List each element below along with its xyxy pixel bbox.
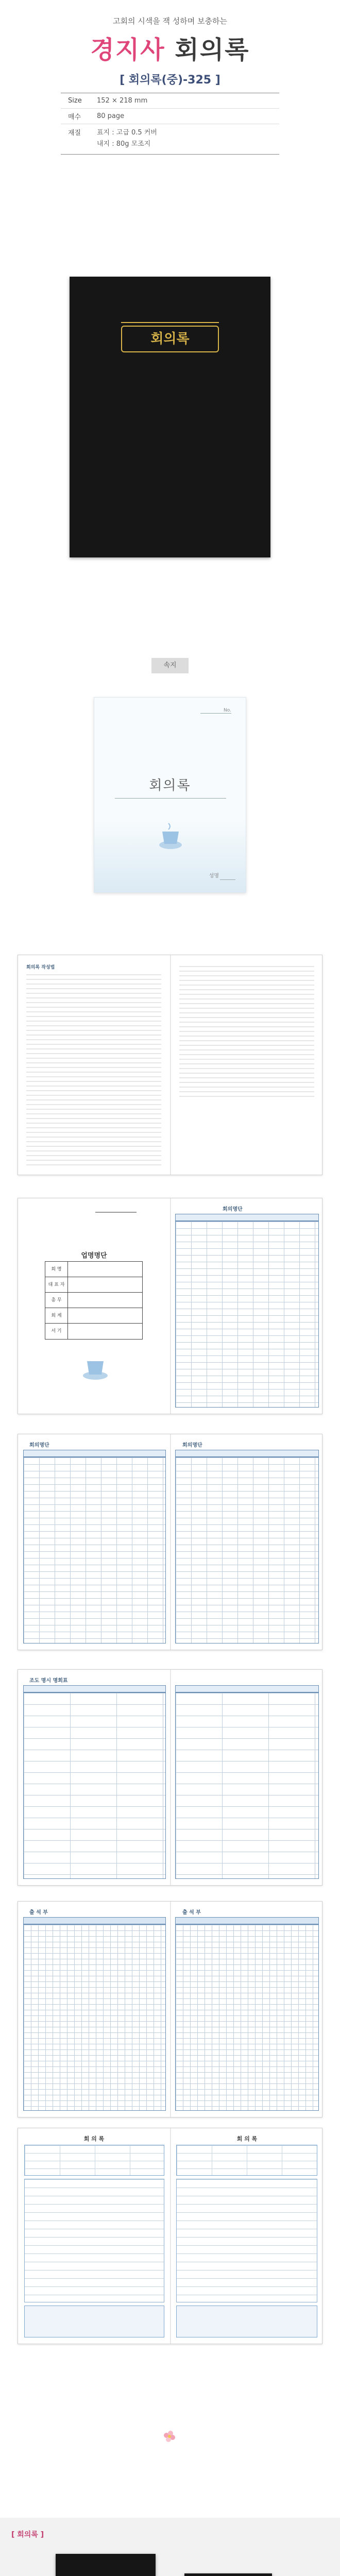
- book-info-row: [45, 1308, 142, 1324]
- right-page: [171, 1198, 323, 1414]
- related-title: [ 회의록 ]: [11, 2531, 44, 2539]
- left-page: [18, 1670, 170, 1885]
- spec-row: [61, 93, 279, 109]
- spread-attendance: [18, 1901, 322, 2117]
- grid-header: [175, 1685, 319, 1692]
- book-info-row: [45, 1293, 142, 1308]
- product-thumb[interactable]: [56, 2554, 156, 2576]
- attendance-title: 출 석 부: [29, 1910, 48, 1916]
- roster-grid: [23, 1457, 166, 1643]
- inner-page-badge: 속지: [151, 658, 189, 673]
- spec-table: [61, 93, 279, 155]
- minutes-title: 회 의 록: [236, 2136, 258, 2142]
- left-page: [18, 1434, 170, 1650]
- spec-value-line: 표지 : 고급 0.5 커버: [97, 129, 157, 137]
- grid-header: [23, 1685, 166, 1692]
- book-info-key: 회 명: [45, 1262, 68, 1277]
- page-title: [0, 30, 340, 65]
- book-info-row: [45, 1262, 142, 1277]
- roster-title: 회의명단: [223, 1207, 243, 1212]
- product-name: 회의록: [175, 36, 250, 64]
- minutes-lines: [176, 2179, 317, 2302]
- attendance-title: 출 석 부: [182, 1910, 201, 1916]
- spec-key: 재질: [68, 129, 81, 137]
- guide-title: 회의록 작성법: [26, 965, 55, 970]
- grid-header: [175, 1214, 319, 1221]
- book-info-key: 총 무: [45, 1293, 68, 1308]
- minutes-sign-box: [176, 2306, 317, 2337]
- cover-emblem: 회의록: [121, 326, 219, 352]
- book-info-key: 서 기: [45, 1324, 68, 1339]
- spec-row: [61, 124, 279, 154]
- left-page: [18, 955, 170, 1175]
- book-info-key: 대 표 자: [45, 1277, 68, 1292]
- grid-header: [23, 1917, 166, 1924]
- left-page: [18, 1198, 170, 1414]
- spec-value: [97, 127, 279, 150]
- spread-book-info: [18, 1198, 322, 1414]
- spread-roster: [18, 1434, 322, 1650]
- spec-value-line: 내지 : 80g 모조지: [97, 140, 151, 148]
- list-title: 조도 명시 명회표: [29, 1678, 68, 1684]
- list-grid: [175, 1692, 319, 1879]
- inner-cover-name: 성명: [209, 873, 219, 879]
- right-page: [171, 1902, 323, 2117]
- left-page: [18, 2128, 170, 2344]
- grid-header: [175, 1917, 319, 1924]
- spec-value: 152 × 218 mm: [97, 96, 148, 105]
- minutes-sign-box: [24, 2306, 164, 2337]
- list-grid: [23, 1692, 166, 1879]
- minutes-info-box: [176, 2145, 317, 2176]
- minutes-info-box: [24, 2145, 164, 2176]
- product-thumb[interactable]: [184, 2573, 272, 2576]
- grid-header: [175, 1450, 319, 1457]
- divider: [200, 713, 231, 714]
- spread-guide: [18, 955, 322, 1175]
- guide-text-block: [179, 963, 314, 1097]
- inner-cover-title: 회의록: [149, 778, 191, 793]
- roster-grid: [175, 1457, 319, 1643]
- minutes-lines: [24, 2179, 164, 2302]
- minutes-title: 회 의 록: [83, 2136, 105, 2142]
- tea-cup-icon: [80, 1353, 111, 1382]
- book-info-title: 업명명단: [81, 1252, 107, 1260]
- roster-grid: [175, 1221, 319, 1408]
- right-page: [171, 1670, 323, 1885]
- spread-minutes: [18, 2128, 322, 2344]
- spread-list: [18, 1669, 322, 1886]
- model-name: [ 회의록(중)-325 ]: [120, 74, 220, 87]
- spec-row: [61, 109, 279, 124]
- attendance-grid: [175, 1924, 319, 2111]
- right-page: [171, 1434, 323, 1650]
- grid-header: [23, 1450, 166, 1457]
- cover-emblem-line: [121, 322, 219, 323]
- divider: [115, 798, 226, 799]
- divider: [220, 879, 235, 880]
- inner-cover-image: [94, 697, 246, 893]
- book-info-table: [45, 1261, 143, 1340]
- book-info-row: [45, 1324, 142, 1339]
- right-page: [171, 2128, 323, 2344]
- name-line: [95, 1212, 137, 1213]
- right-page: [171, 955, 323, 1175]
- guide-text-block: [26, 972, 161, 1167]
- spec-key: 매수: [68, 113, 81, 121]
- inner-cover-number: No.: [224, 708, 231, 713]
- spec-value: 80 page: [97, 112, 125, 120]
- tagline: 고회의 시색을 잭 성하며 보충하는: [113, 16, 227, 26]
- cover-image: [70, 277, 270, 557]
- roster-title: 회의명단: [29, 1443, 49, 1448]
- brand-name: 경지사: [90, 36, 165, 64]
- flower-icon: [161, 2429, 179, 2445]
- tea-cup-icon: [156, 821, 185, 852]
- book-info-row: [45, 1277, 142, 1293]
- book-info-key: 회 계: [45, 1308, 68, 1323]
- related-products-section: [0, 2518, 340, 2576]
- attendance-grid: [23, 1924, 166, 2111]
- roster-title: 회의명단: [182, 1443, 202, 1448]
- spec-key: Size: [68, 97, 82, 105]
- left-page: [18, 1902, 170, 2117]
